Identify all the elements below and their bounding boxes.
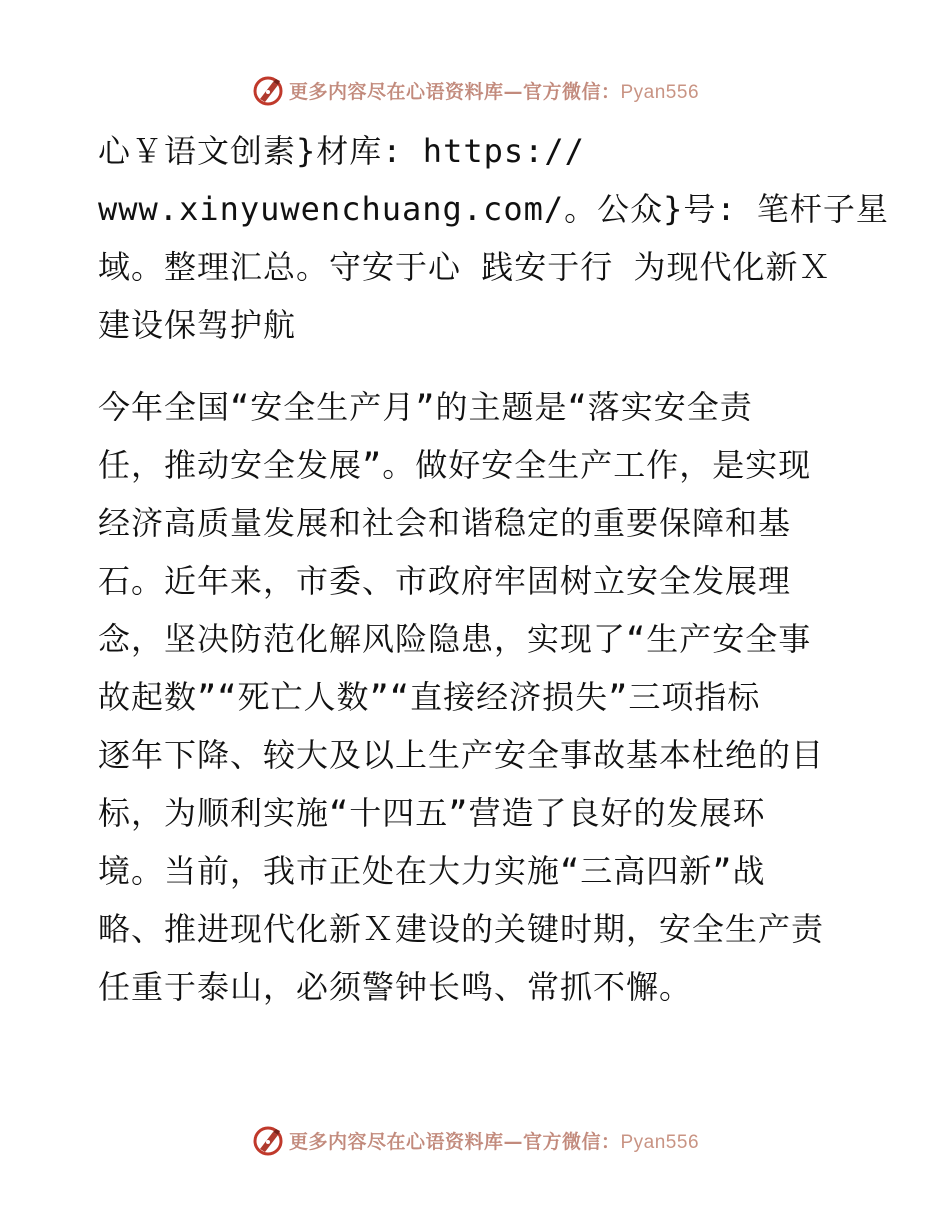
watermark-text: 更多内容尽在心语资料库—官方微信：Pyan556 (288, 1130, 700, 1153)
text-line: 略、推进现代化新Ｘ建设的关键时期，安全生产责 (98, 910, 825, 948)
text-line: 今年全国“安全生产月”的主题是“落实安全责 (98, 388, 753, 426)
text-line: 任重于泰山，必须警钟长鸣、常抓不懈。 (98, 968, 693, 1006)
text-line: 心￥语文创素}材库: https:// (98, 132, 585, 170)
paragraph-body (98, 378, 858, 1016)
text-line: 经济高质量发展和社会和谐稳定的重要保障和基 (98, 504, 792, 542)
text-line: 境。当前，我市正处在大力实施“三高四新”战 (98, 852, 766, 890)
text-line: 建设保驾护航 (98, 306, 297, 344)
watermark-text: 更多内容尽在心语资料库—官方微信：Pyan556 (288, 80, 700, 103)
pen-nib-logo-icon (251, 73, 285, 107)
text-line: 任，推动安全发展”。做好安全生产工作，是实现 (98, 446, 812, 484)
header-watermark (0, 70, 950, 110)
text-line: 域。整理汇总。守安于心 践安于行 为现代化新Ｘ (98, 248, 832, 286)
document-body (98, 122, 889, 1016)
text-line: 故起数”“死亡人数”“直接经济损失”三项指标 (98, 678, 761, 716)
text-line: 逐年下降、较大及以上生产安全事故基本杜绝的目 (98, 736, 825, 774)
text-line: 标，为顺利实施“十四五”营造了良好的发展环 (98, 794, 766, 832)
text-line: 石。近年来，市委、市政府牢固树立安全发展理 (98, 562, 792, 600)
footer-watermark (0, 1120, 950, 1160)
paragraph-title (98, 122, 889, 354)
text-line: 念，坚决防范化解风险隐患，实现了“生产安全事 (98, 620, 812, 658)
pen-nib-logo-icon (251, 1123, 285, 1157)
text-line: www.xinyuwenchuang.com/。公众}号: 笔杆子星 (98, 190, 889, 228)
